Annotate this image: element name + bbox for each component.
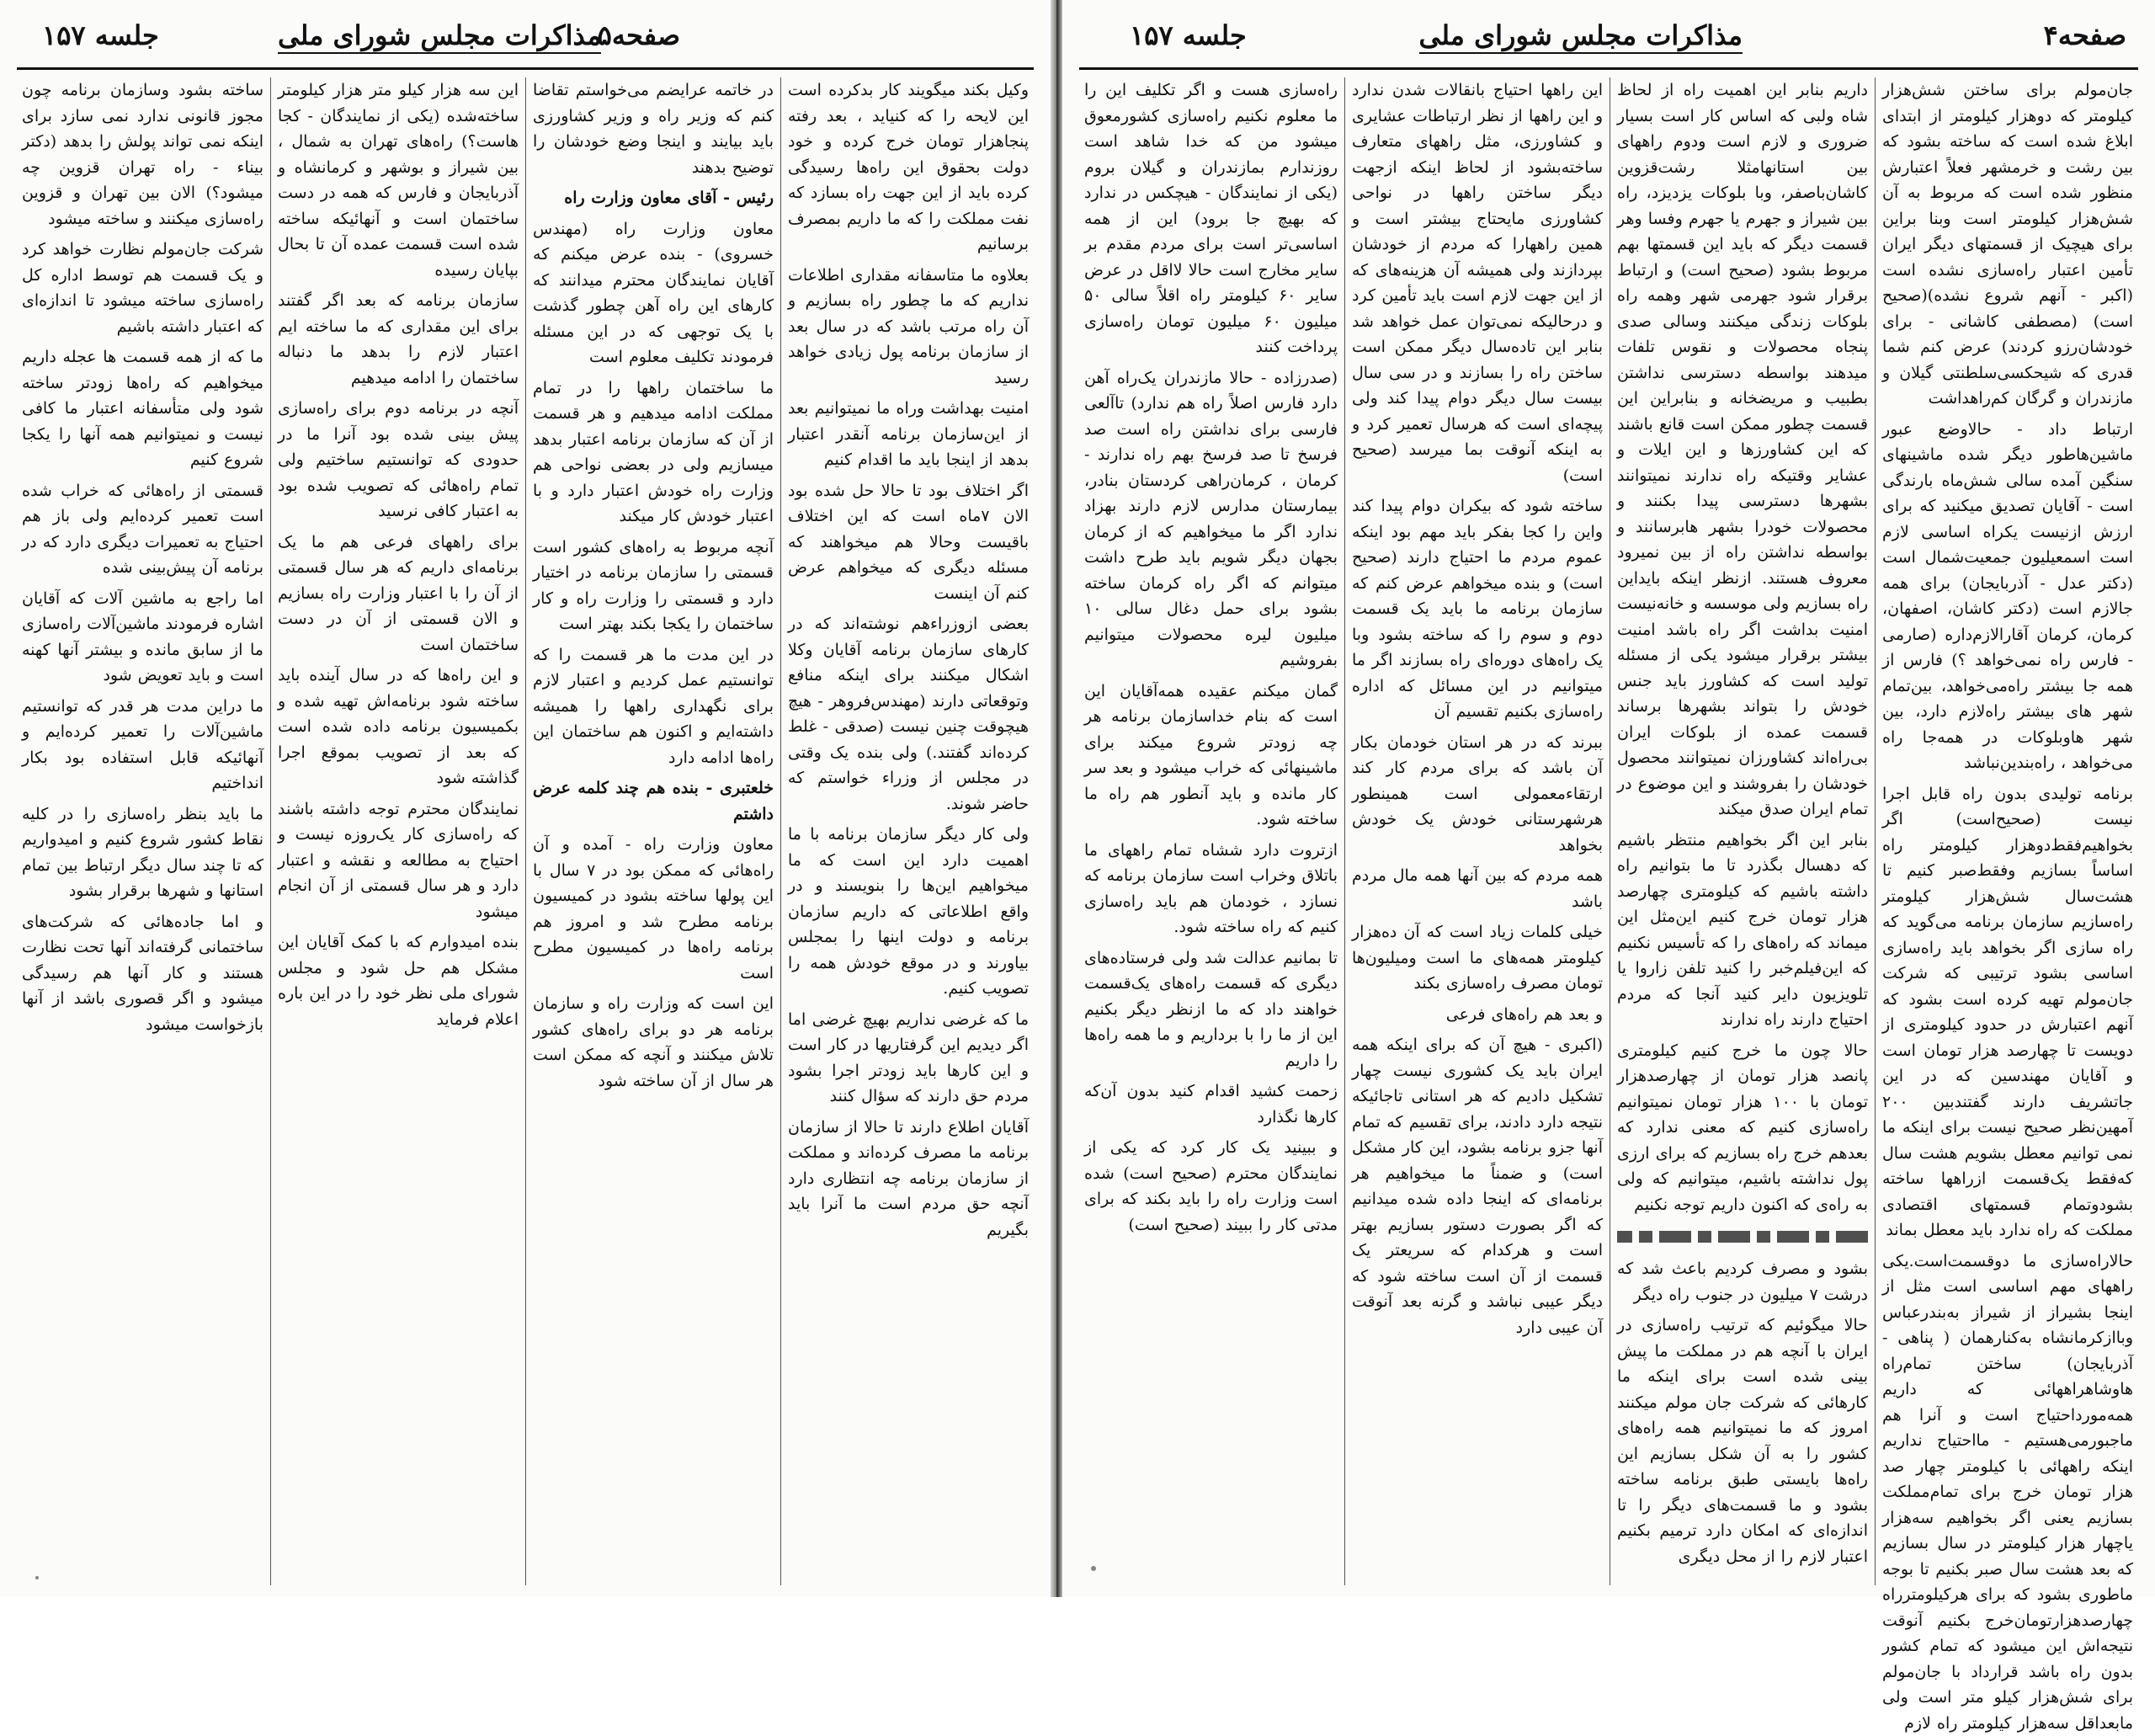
paragraph: معاون وزارت راه (مهندس خسروی) - بنده عرض میکنم که آقایان نمایندگان محترم میدانند که کارهای این راه آهن چطور گذشت با یک توجهی که در این مسئله فرمودند تکلیف معلوم است xyxy=(533,216,774,370)
page-5-column-3 xyxy=(270,77,525,1585)
paragraph: در این مدت ما هر قسمت را که توانستیم عمل کردیم و اعتبار لازم برای نگهداری راهها را همیشه داشته‌ایم و اکنون هم ساختمان این راه‌ها ادامه دارد xyxy=(533,642,774,771)
paragraph: ازتروت دارد ششاه تمام راههای ما باتلاق وخراب است سازمان برنامه که نسازد ، خودمان هم باید راه‌سازی کنیم که راه ساخته شود. xyxy=(1084,838,1338,940)
paragraph: اما راجع به ماشین آلات که آقایان اشاره فرمودند ماشین‌آلات راه‌سازی ما از سابق مانده و بیشتر آنها کهنه است و باید تعویض شود xyxy=(22,586,263,689)
paragraph: ما ساختمان راهها را در تمام مملکت ادامه میدهیم و هر قسمت از آن که سازمان برنامه اعتبار بدهد میسازیم ولی در بعضی نواحی هم وزارت راه خودش اعتبار دارد و با اعتبار خودش کار میکند xyxy=(533,375,774,530)
paragraph: خیلی کلمات زیاد است که آن ده‌هزار کیلومتر همه‌های ما است ومیلیون‌ها تومان مصرف راه‌سازی بکند xyxy=(1352,919,1603,997)
paragraph: ما که غرضی نداریم بهیچ غرضی اما اگر دیدیم این گرفتاریها در کار است و این کارها باید زودتر اجرا بشود مردم حق دارند که سؤال کنند xyxy=(788,1007,1029,1110)
paragraph: جان‌مولم برای ساختن شش‌هزار کیلومتر که دوهزار کیلومتر از ابتدای ابلاغ شده است که ساخته بشود که بین رشت و خرمشهر فعلاً اعتبارش منظور شده است که مربوط به آن شش‌هزار کیلومتر است وبنا براین برای هیچیک از قسمتهای دیگر ایران تأمین اعتبار راه‌سازی نشده است (اکبر - آنهم شروع نشده)(صحیح است) (مصطفی کاشانی - برای خودشان‌رزو کردند) عرض کنم شما قدری که شیحکسی‌سلطنتی گیلان و مازندران و گرگان کم‌راهداشت xyxy=(1882,77,2133,412)
paragraph: بنابر این اگر بخواهیم منتظر باشیم که دهسال بگذرد تا ما بتوانیم راه داشته باشیم که کیلومتری چهارصد هزار تومان خرج کنیم این‌مثل این میماند که راه‌های را که تأسیس نکنیم که این‌فیلم‌خبر را کنید تلفن‌ زاروا یا تلویزیون دایر کنید آنجا که مردم احتیاج دارند راه ندارند xyxy=(1617,828,1868,1033)
paragraph: معاون وزارت راه - آمده و آن راه‌هائی که ممکن بود در ۷ سال با این پولها ساخته بشود در کمیسیون برنامه مطرح شد و امروز هم برنامه راه‌ها در کمیسیون مطرح است xyxy=(533,832,774,986)
paragraph: این است که وزارت راه و سازمان برنامه هر دو برای راه‌های کشور تلاش میکنند و آنچه که ممکن است هر سال از آن ساخته شود xyxy=(533,991,774,1094)
paragraph: ببرند که در هر استان خودمان بکار آن باشد که برای مردم کار کند ارتقاءمعمولی است همینطور هرشهرستانی خودش یک خودش بخواهد xyxy=(1352,730,1603,859)
paragraph: ولی کار دیگر سازمان برنامه با ما اهمیت دارد این است که ما میخواهیم این‌ها را بنویسند و در واقع اطلاعاتی که داریم سازمان برنامه و دولت اینها را بمجلس بیاورند و در موقع خودش همه را تصویب کنیم. xyxy=(788,822,1029,1002)
paragraph: شرکت جان‌مولم نظارت خواهد کرد و یک قسمت هم توسط اداره کل راه‌سازی ساخته میشود تا اندازه‌ای که اعتبار داشته باشیم xyxy=(22,237,263,339)
paragraph: این راهها احتیاج بانقالات شدن ندارد و این راهها از نظر ارتباطات عشایری و کشاورزی، مثل راههای متعارف ساخته‌بشود از لحاظ اینکه ازجهت دیگر ساختن راهها در نواحی کشاورزی مایحتاج بیشتر است و همین راههارا که‌ مردم از خودشان بپردازند ولی همیشه آن هزینه‌های که از این جهت لازم است باید تأمین کرد و درحالیکه نمی‌توان عمل خواهد شد بنابر این تاده‌سال دیگر ممکن است ساختن راه را بسازند و در سی سال بیست سال دیگر دوام پیدا کند ولی پیچه‌ای است که هرسال تعمیر کرد و به اینکه آنوقت بما میرسد (صحیح است) xyxy=(1352,77,1603,488)
print-speck xyxy=(1091,1566,1096,1571)
page-4-session-label: جلسه ۱۵۷ xyxy=(1130,19,1247,52)
page-4-column-1 xyxy=(1875,77,2140,1585)
paragraph: حالا چون ما خرج کنیم کیلومتری پانصد هزار تومان‌ از چهارصدهزار تومان با ۱۰۰ هزار تومان نمیتوانیم راه‌سازی کنیم که معنی ندارد که بعد‌هم خرج راه بسازیم که برای ارزی پول نداشته باشیم، میتوانیم که ولی به راه‌ی که اکنون داریم توجه نکنیم xyxy=(1617,1038,1868,1218)
page-4-column-4 xyxy=(1078,77,1344,1585)
binding-gutter xyxy=(1051,0,1062,1597)
paragraph: ساخته بشود وسازمان برنامه چون مجوز قانونی ندارد نمی سازد برای اینکه نمی تواند پولش را بدهد (دکتر بیناء - راه تهران قزوین چه میشود؟) الان بین تهران و قزوین راه‌سازی میکنند و ساخته میشود xyxy=(22,77,263,232)
page-4-label: صفحه۴ xyxy=(2044,19,2126,52)
page-5-column-1 xyxy=(780,77,1035,1585)
paragraph: و اما جاده‌هائی که شرکت‌های ساختمانی گرفته‌اند آنها تحت نظارت هستند و کار آنها هم رسیدگی میشود و اگر قصوری باشد از آنها بازخواست میشود xyxy=(22,909,263,1038)
paragraph: گمان میکنم عقیده همه‌آقایان این است که بنام خداسازمان برنامه هر چه زودتر شروع میکند برای ماشینهائی که خراب میشود و بعد سر کار مانده و باید آنطور هم راه ما ساخته شود. xyxy=(1084,679,1338,833)
paragraph: برنامه تولیدی بدون راه قابل اجرا نیست (صحیح‌است) اگر بخواهیم‌فقط‌دوهزار کیلومتر راه اساساً بسازیم وفقط‌صبر کنیم تا هشت‌سال شش‌هزار کیلومتر راه‌سازیم سازمان برنامه می‌گوید که راه سازی اگر بخواهد باید راه‌سازی اساسی بشود ترتیبی که شرکت جان‌مولم تهیه کرده است بشود که آنهم اعتبارش در حدود کیلومتری از دویست تا چهارصد هزار تومان است و آقایان مهندسین که در این جاتشریف دارند گفتند‌بین ۲۰۰ آمهین‌نظر صحیح نیست برای اینکه ما نمی توانیم معطل بشویم هشت سال که‌فقط یک‌قسمت ازراهها ساخته بشودوتمام قسمتهای اقتصادی مملکت که راه ندارد باید معطل بماند xyxy=(1882,781,2133,1243)
paragraph: امنیت بهداشت وراه ما نمیتوانیم بعد از این‌سازمان برنامه آنقدر اعتبار بدهد از اینجا باید ما اقدام کنیم xyxy=(788,396,1029,473)
paragraph: و ببینید یک کار کرد که یکی از نمایندگان محترم (صحیح است) شده است وزارت راه ‌را باید بکند که برای مدتی کار را ببیند (صحیح است) xyxy=(1084,1135,1338,1238)
page-5-title: مذاکرات مجلس شورای ملی xyxy=(278,19,601,54)
paragraph: زحمت کشید اقدام کنید بدون آن‌که کارها نگذارد xyxy=(1084,1078,1338,1130)
paragraph: وکیل بکند میگویند کار بدکرده است این لایحه را که کنیاید ، بعد رفته پنجاهزار تومان خرج کرده و خود دولت بحقوق این راه‌ها رسیدگی کرده باید از این جهت راه بسازد که نفت مملکت را که ما داریم بمصرف برسانیم xyxy=(788,77,1029,258)
page-4 xyxy=(1062,0,2155,1597)
paragraph: بشود و مصرف کردیم باعث شد که درشت ۷ میلیون در جنوب راه دیگر xyxy=(1617,1256,1868,1307)
paragraph: ما که از همه قسمت ها عجله داریم میخواهیم که راه‌ها زودتر ساخته شود ولی متأسفانه اعتبار ما کافی نیست و نمیتوانیم همه‌ آنها را یکجا شروع کنیم xyxy=(22,344,263,473)
paragraph: داریم بنابر این اهمیت راه از لحاظ شاه ولبی که اساس کار است بسیار ضروری و لازم است ودوم راههای بین استانهامثلا رشت‌قزوین کاشان‌باصفر، وبا بلوکات یزدیزد، راه بین شیراز و جهرم یا جهرم وفسا وهر قسمت دیگر که باید این قسمتها بهم مربوط بشود (صحیح است) و ارتباط برقرار شود جهرمی شهر وهمه‌ راه بلوکات زندگی میکنند وسالی صدی پنجاه محصولات و نقوس تلفات میدهند بواسطه دسترسی نداشتن بطبیب و مریضخانه و بنابراین این قسمت چطور ممکن است قانع باشند که این کشاورزها و این ایلات و عشایر وقتیکه راه ندارند نمیتوانند بشهرها دسترسی پیدا بکنند و محصولات خودرا بشهر هابرسانند و بواسطه نداشتن راه از بین نمیرود معروف هستند. ازنظر اینکه با‌یداین راه بسازیم ولی موسسه و خانه‌نیست امنیت بداشت اگر راه باشد امنیت بیشتر برقرار میشود یکی از مسئله تولید است که کشاورز باید جنس خودش را بتواند بشهرها برساند قسمت عمده از بلوکات ایران بی‌راه‌اند کشاورزان نمیتوانند محصول خودشان را بفروشند و این موضوع در تمام ایران صدق میکند xyxy=(1617,77,1868,823)
paragraph: این سه هزار کیلو متر هزار کیلومتر ساخته‌شده (یکی از نمایندگان - کجا هاست؟) راه‌های تهران به شمال ، بین شیراز و بوشهر و کرمانشاه و آذربایجان و فارس که همه در دست ساختمان است و آنهائیکه ساخته شده است قسمت عمده‌ آن تا بحال بپایان رسیده xyxy=(278,77,519,283)
paragraph: آنچه مربوط به راه‌های کشور است قسمتی را سازمان برنامه در اختیار دارد و قسمتی را وزارت راه و کار ساختمان را یکجا بکند بهتر است xyxy=(533,535,774,637)
paragraph: و بعد هم راه‌های فرعی xyxy=(1352,1002,1603,1028)
paragraph: ارتباط داد - حالاوضع عبور ماشین‌هاطور دیگر شده ماشینهای سنگین آمده سالی شش‌ماه بارندگی است - آقایان تصدیق میکنید که برای ارزش ازنیست یکراه اساسی لازم است اسمعیلیون جمعیت‌شمال است (دکتر عدل - آذربایجان) برای همه جالازم است (دکتر کاشان، اصفهان، کرمان، کرمان آقار‌الازم‌داره (صارمی - فارس راه نمی‌خواهد ؟) فارس از همه جا بیشتر راه‌می‌خواهد، بین‌تمام شهر های بیشتر راه‌لازم دارد، بین شهر هاوبلوکات در همه‌جا راه می‌خواهد ، راه‌بندین‌نباشد xyxy=(1882,417,2133,776)
page-5 xyxy=(0,0,1051,1597)
paragraph: قسمتی از راه‌هائی که خراب شده است تعمیر کرده‌ایم ولی باز هم احتیاج به تعمیرات دیگری دارد که در برنامه آن پیش‌بینی شده xyxy=(22,478,263,581)
paragraph: (صدرزاده - حالا مازندران یک‌راه آهن دارد فارس اصلاً راه هم ندارد) تاآلعی فارسی برای نداشتن راه است صد فرسخ تا صد فرسخ بهم راه ندارند - کرمان ، کرمان‌راهی کردستان بنادر، بیمارستان مدارس لازم دارند بهزاد ندارد اگر ما میخواهیم که از کرمان بجهان دیگر شویم باید طرح داشت میتوانم که اگر راه کرمان ساخته بشود برای حمل دغال سالی ۱۰ میلیون لیره محصولات میتوانیم بفروشیم xyxy=(1084,365,1338,674)
paragraph: سازمان برنامه که بعد اگر گفتند برای این مقداری که ما ساخته ایم اعتبار لازم را بدهد ما دنباله ساختمان را ادامه میدهیم xyxy=(278,288,519,391)
paragraph: بنده امیدوارم که با کمک آقایان این مشکل هم حل شود و مجلس شورای ملی نظر خود را در این باره اعلام فرماید xyxy=(278,929,519,1032)
paragraph: بعضی ازوزراءهم نوشته‌اند که در کارهای سازمان برنامه آقایان وکلا اشکال میکنند برای اینکه منافع وتوقعاتی دارند (مهندس‌فروهر - هیچ‌ هیچوقت چنین نیست (صدقی - غلط کرده‌اند گفتند.) ولی بنده یک وقتی در مجلس از وزراء خواستم که حاضر شوند. xyxy=(788,611,1029,817)
paragraph: ما باید بنظر راه‌سازی را در کلیه نقاط کشور شروع کنیم و امیدواریم که تا چند سال دیگر ارتباط بین تمام استانها و شهرها برقرار بشود xyxy=(22,801,263,904)
page-4-column-3 xyxy=(1344,77,1610,1585)
paragraph: حالا میگوئیم که ترتیب راه‌سازی در ایران با آنچه هم در مملکت ما پیش بینی شده است برای اینکه ما کارهائی که شرکت جان مولم میکنند امروز که ما نمیتوانیم همه‌ راه‌های کشور را به آن شکل بسازیم این راه‌ها بایستی طبق برنامه ساخته بشود و ما قسمت‌های دیگر را تا اندازه‌ای که امکان دارد ترمیم بکنیم اعتبار لازم را از محل دیگری xyxy=(1617,1313,1868,1569)
paragraph: تا بمانیم عدالت شد ولی فرستاده‌های دیگری که قسمت راه‌های یک‌قسمت خواهند داد که ما ازنظر دیگر بکنیم این از ما را با برداریم و ما همه‌ راه‌ها را داریم xyxy=(1084,945,1338,1074)
paragraph: راه‌سازی هست و اگر تکلیف این را ما معلوم نکنیم راه‌سازی کشورمعوق میشود من که خدا شاهد است روز‌ندارم بمازندران و گیلان بروم (یکی از نمایندگان - هیچکس در ندارد که بهیچ جا برود) این از همه اساسی‌تر است برای مردم مقدم بر سایر مخارج است حالا لااقل در عرض سایر ۶۰ کیلومتر راه اقلاً سالی ۵۰ میلیون ۶۰ میلیون تومان راه‌سازی پرداخت کنند xyxy=(1084,77,1338,360)
page-5-header xyxy=(17,10,1034,70)
paragraph: ما دراین مدت هر قدر که توانستیم ماشین‌آلات را تعمیر کرده‌ایم و آنهائیکه قابل استفاده بود بکار انداختیم xyxy=(22,694,263,796)
speaker-line: خلعتبری - بنده هم چند کلمه عرض داشتم xyxy=(533,775,774,827)
speaker-line: رئیس - آقای معاون وزارت راه xyxy=(533,185,774,211)
paragraph: (اکبری - هیچ آن که برای اینکه همه‌ ایران باید یک کشوری نیست چهار تشکیل دادیم که هر استانی تاجائیکه نتیجه دارد دادند، برای تقسیم که تمام آنها جزو برنامه بشود، این کار مشکل است) و ضمناً ما میخواهیم هر برنامه‌ای که اینجا داده شده میدانیم که اگر بصورت دستور بسازیم بهتر است و هرکدام که سریعتر یک قسمت از آن است ساخته شود که دیگر عیبی نباشد و گرنه بعد آنوقت آن عیبی دارد xyxy=(1352,1032,1603,1340)
paragraph: آنچه در برنامه دوم برای راه‌سازی پیش بینی شده بود آنرا ما در حدودی که توانستیم ساختیم ولی تمام راه‌هائی که تصویب شده بود به اعتبار کافی نرسید xyxy=(278,396,519,525)
paragraph: و این راه‌ها که در سال آینده باید ساخته شود برنامه‌اش تهیه شده و بکمیسیون برنامه داده شده است که بعد از تصویب بموقع اجرا گذاشته شود xyxy=(278,663,519,791)
paragraph: آقایان اطلاع دارند تا حالا از سازمان برنامه ما مصرف کرده‌اند و مملکت از سازمان برنامه چه انتظاری دارد آنچه حق مردم است ما آنرا باید بگیریم xyxy=(788,1115,1029,1243)
paragraph: بعلاوه ما متاسفانه مقداری اطلاعات نداریم که ما چطور راه بسازیم و آن راه مرتب باشد که در سال بعد از سازمان برنامه پول زیادی خواهد رسید xyxy=(788,263,1029,391)
paragraph: همه‌ مردم که بین آنها همه‌ مال مردم باشد xyxy=(1352,863,1603,914)
page-4-column-2 xyxy=(1610,77,1875,1585)
paragraph: در خاتمه عرایضم می‌خواستم تقاضا کنم که وزیر راه و وزیر کشاورزی باید بیایند و اینجا وضع خودشان را توضیح بدهند xyxy=(533,77,774,180)
page-5-session-label: جلسه ۱۵۷ xyxy=(42,19,159,52)
page-5-label: صفحه۵ xyxy=(598,19,680,52)
paragraph: اگر اختلاف بود تا حالا حل شده بود الان ۷ماه است که این اختلاف باقیست وحالا هم میخواهند که مسئله دیگری که میخواهم عرض کنم آن اینست xyxy=(788,478,1029,607)
page-4-title: مذاکرات مجلس شورای ملی xyxy=(1419,19,1743,54)
paragraph: نمایندگان محترم توجه داشته باشند که راه‌سازی کار یک‌روزه نیست و احتیاج به مطالعه و نقشه و اعتبار دارد و هر سال قسمتی از آن انجام میشود xyxy=(278,796,519,925)
paragraph: ساخته شود که بیکران دوام پیدا کند واین را کجا بفکر باید مهم بود اینکه عموم مردم ما احتیاج دارند (صحیح است) و بنده میخواهم عرض کنم که سازمان برنامه ما باید یک قسمت دوم و سوم را که ساخته بشود وبا یک راه‌های دوره‌ای راه بسازند اگر ما میتوانیم در این مسائل که اداره راه‌سازی بکنیم تقسیم آن xyxy=(1352,493,1603,725)
print-speck xyxy=(35,1576,39,1579)
page-4-header xyxy=(1079,10,2138,70)
page-5-columns xyxy=(15,77,1035,1585)
paragraph: برای راههای فرعی هم ما یک برنامه‌ای داریم که هر سال قسمتی از آن را با اعتبار وزارت راه بسازیم و الان قسمتی از آن در دست ساختمان است xyxy=(278,530,519,658)
page-4-columns xyxy=(1078,77,2140,1585)
page-5-column-4 xyxy=(15,77,270,1585)
page-5-column-2 xyxy=(525,77,780,1585)
paragraph: حالاراه‌سازی ما دوقسمت‌است.یکی راههای مهم اساسی است مثل از اینجا بشیراز از شیراز به‌بندرعباس وبا‌از‌کرمانشاه به‌کنارهمان ( پناهی - آذربایجان) ساختن تمام‌راه هاوشاهراههائی که داریم همه‌موردا‌حتیاج است و آنرا هم ماجبورمی‌هستیم - ما‌احتیاج نداریم اینکه راههائی با کیلومتر چهار صد هزار تومان خرج برای تمام‌مملکت بسازیم یعنی اگر بخواهیم سه‌هزار یاچهار هزار کیلومتر در سال بسازیم که بعد هشت سال صبر بکنیم تا بوجه ماطوری بشود که برای هرکیلومترراه چهارصدهزارتومان‌خرج بکنیم آنوقت نتیجه‌اش این میشود که تمام کشور بدون راه باشد قرارداد با جان‌مولم برای شش‌هزار کیلو متر است ولی مابعداقل سه‌هزار کیلومتر راه لازم xyxy=(1882,1249,2133,1736)
blurred-line xyxy=(1617,1231,1868,1243)
